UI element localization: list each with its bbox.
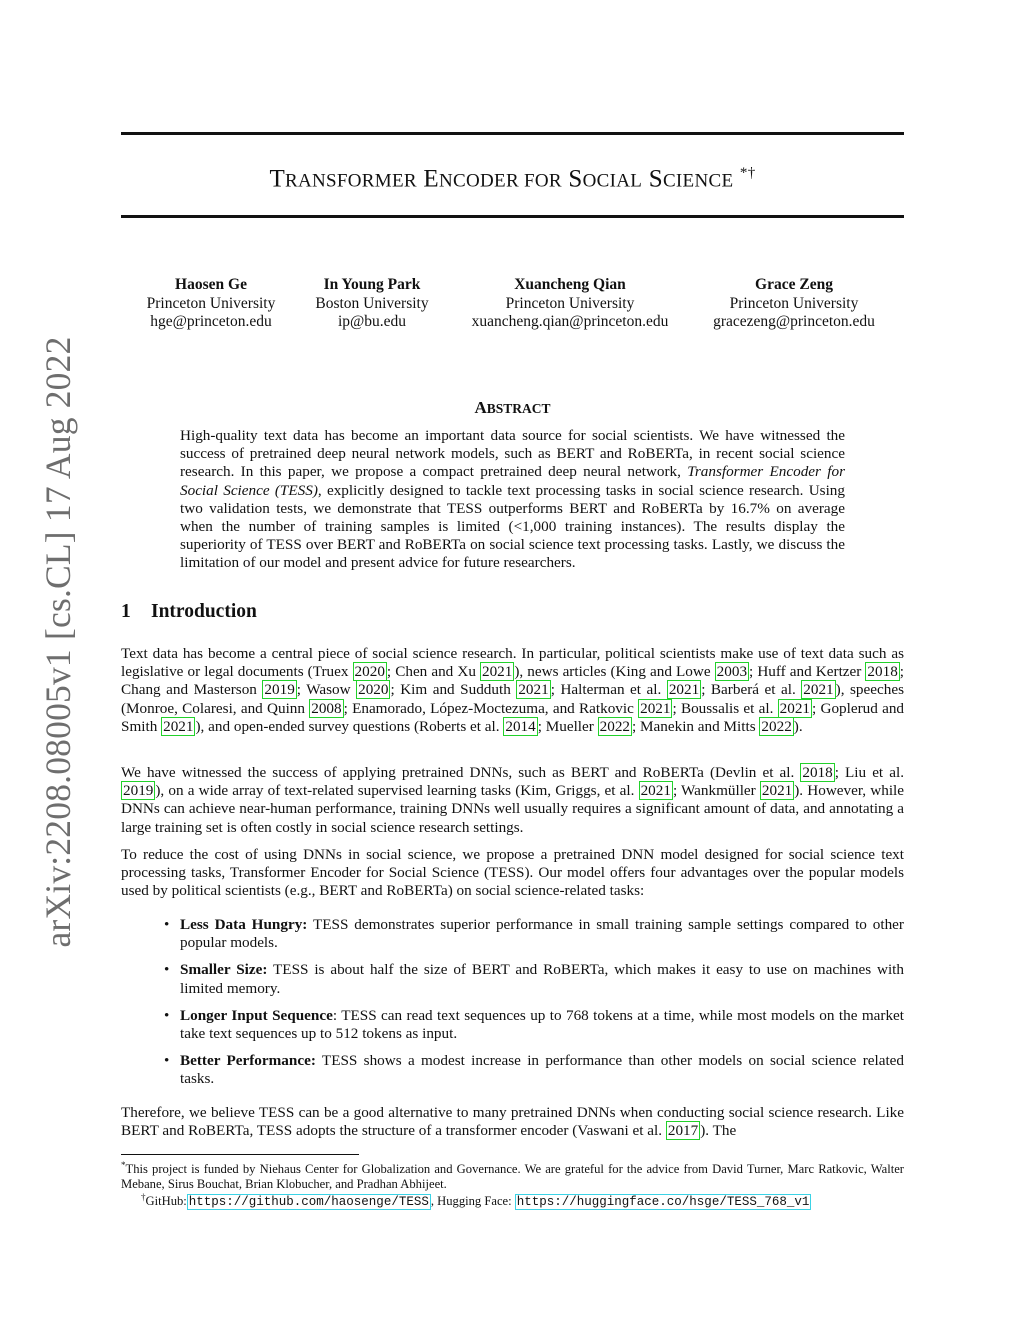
author-name: Grace Zeng [755,276,833,293]
citation-link[interactable]: 2021 [640,699,671,717]
citation-link[interactable]: 2021 [163,717,194,735]
author-email: hge@princeton.edu [150,313,272,330]
huggingface-link[interactable]: https://huggingface.co/hsge/TESS_768_v1 [516,1195,810,1210]
title-bottom-rule [121,215,904,218]
intro-paragraph-2: We have witnessed the success of applying pretrained DNNs, such as BERT and RoBERTa (Devlin et al. 2018 ; Liu et al. 2019 ), on a wide array of text-related supervised learning tasks (Kim, Griggs, et al. 2021 ; Wankmüller 2021 ). However, while DNNs can achieve near-human performance, training DNNs well usually requires a significant amount of data, and annotating a large training set is often costly in social science research settings. [121,764,904,836]
citation-link[interactable]: 2022 [599,717,630,735]
citation-link[interactable]: 2003 [716,663,748,681]
footnote-2: †GitHub: https://github.com/haosenge/TESS , Hugging Face: https://huggingface.co/hsge/TESS_768_v1 [141,1192,810,1210]
citation-link[interactable]: 2020 [354,663,385,681]
intro-paragraph-1: Text data has become a central piece of social science research. In particular, political scientists make use of text data such as legislative or legal documents (Truex 2020 ; Chen and Xu 2021 ), news articles (King and Lowe 2003 ; Huff and Kertzer 2018 ; Chang and Masterson 2019 ; Wasow 2020 ; Kim and Sudduth 2021 ; Halterman et al. 2021 ; Barberá et al. 2021 ), speeches (Monroe, Colaresi, and Quinn 2008 ; Enamorado, López-Moctezuma, and Ratkovic 2021 ; Boussalis et al. 2021 ; Goplerud and Smith 2021 ), and open-ended survey questions (Roberts et al. 2014 ; Mueller 2022 ; Manekin and Mitts 2022 ). [121,645,905,735]
list-item: • Less Data Hungry: TESS demonstrates superior performance in small training sample settings compared to other popular models. [164,916,904,952]
author-block [460,276,680,332]
citation-link[interactable]: 2018 [867,663,898,681]
citation-link[interactable]: 2021 [779,699,811,717]
bullet-icon: • [164,916,170,933]
citation-link[interactable]: 2021 [668,681,700,699]
paper-title: TRANSFORMER ENCODER FOR SOCIAL SCIENCE *† [269,165,756,193]
author-name: Haosen Ge [175,276,247,293]
list-item: • Smaller Size: TESS is about half the size of BERT and RoBERTa, which makes it easy to use on machines with limited memory. [164,961,904,997]
citation-link[interactable]: 2019 [264,681,295,699]
author-email: gracezeng@princeton.edu [713,313,875,330]
title-footnote-marks: *† [739,165,756,181]
list-item: • Better Performance: TESS shows a modest increase in performance than other models on social science related tasks. [164,1052,905,1088]
citation-link[interactable]: 2022 [761,717,792,735]
intro-paragraph-4: Therefore, we believe TESS can be a good alternative to many pretrained DNNs when conducting social science research. Like BERT and RoBERTa, TESS adopts the structure of a transformer encoder (Vaswani et al. 2017 ). The [121,1104,904,1140]
bullet-icon: • [164,961,170,979]
author-email: xuancheng.qian@princeton.edu [471,313,669,330]
citation-link[interactable]: 2014 [505,717,536,735]
section-title: Introduction [151,601,257,622]
citation-link[interactable]: 2021 [518,681,549,699]
citation-link[interactable]: 2021 [640,782,671,800]
section-number: 1 [121,601,131,622]
author-affiliation: Princeton University [729,294,859,312]
bullet-icon: • [164,1052,170,1070]
section-heading [121,601,257,623]
list-item: • Longer Input Sequence: TESS can read text sequences up to 768 tokens at a time, while most models on the market take text sequences up to 512 tokens as input. [164,1006,904,1043]
abstract-heading: ABSTRACT [474,398,551,417]
citation-link[interactable]: 2018 [802,764,833,781]
citation-link[interactable]: 2020 [358,681,389,699]
citation-link[interactable]: 2021 [803,681,834,699]
footnote-rule [121,1154,359,1155]
footnote-1: *This project is funded by Niehaus Center for Globalization and Governance. We are grateful for the advice from David Turner, Marc Ratkovic, Walter Mebane, Sirus Bouchat, Brian Klobucher, and Pradhan Abhijeet. [121,1160,904,1192]
title-top-rule [121,132,904,135]
intro-paragraph-3: To reduce the cost of using DNNs in social science, we propose a pretrained DNN model designed for social science text processing tasks, Transformer Encoder for Social Science (TESS). Our model offers four advantages over the popular models used by political scientists (e.g., BERT and RoBERTa) on social science-related tasks: [121,846,904,900]
citation-link[interactable]: 2008 [311,699,342,717]
citation-link[interactable]: 2021 [481,663,513,681]
github-link[interactable]: https://github.com/haosenge/TESS [188,1195,429,1210]
arxiv-stamp[interactable]: arXiv:2208.08005v1 [cs.CL] 17 Aug 2022 [38,336,78,948]
author-affiliation: Princeton University [505,294,635,312]
bullet-icon: • [164,1006,170,1024]
citation-link[interactable]: 2021 [761,782,793,800]
author-name: Xuancheng Qian [514,276,626,293]
author-affiliation: Boston University [315,294,429,312]
citation-link[interactable]: 2017 [667,1122,699,1140]
author-block [262,276,482,332]
citation-link[interactable]: 2019 [123,782,154,800]
advantages-list [160,916,904,1098]
abstract-body: High-quality text data has become an important data source for social scientists. We have witnessed the success of pretrained deep neural network models, such as BERT and RoBERTa, in recent social science research. In this paper, we propose a compact pretrained deep neural network, Transformer Encoder for Social Science (TESS), explicitly designed to tackle text processing tasks in social science research. Using two validation tests, we demonstrate that TESS outperforms BERT and RoBERTa by 16.7% on average when the number of training samples is limited (<1,000 training instances). The results display the superiority of TESS over BERT and RoBERTa on social science text processing tasks. Lastly, we discuss the limitation of our model and present advice for future researchers. [180,427,845,572]
author-name: In Young Park [323,276,421,293]
author-block [684,276,904,332]
author-affiliation: Princeton University [146,294,276,312]
author-email: ip@bu.edu [337,313,407,330]
